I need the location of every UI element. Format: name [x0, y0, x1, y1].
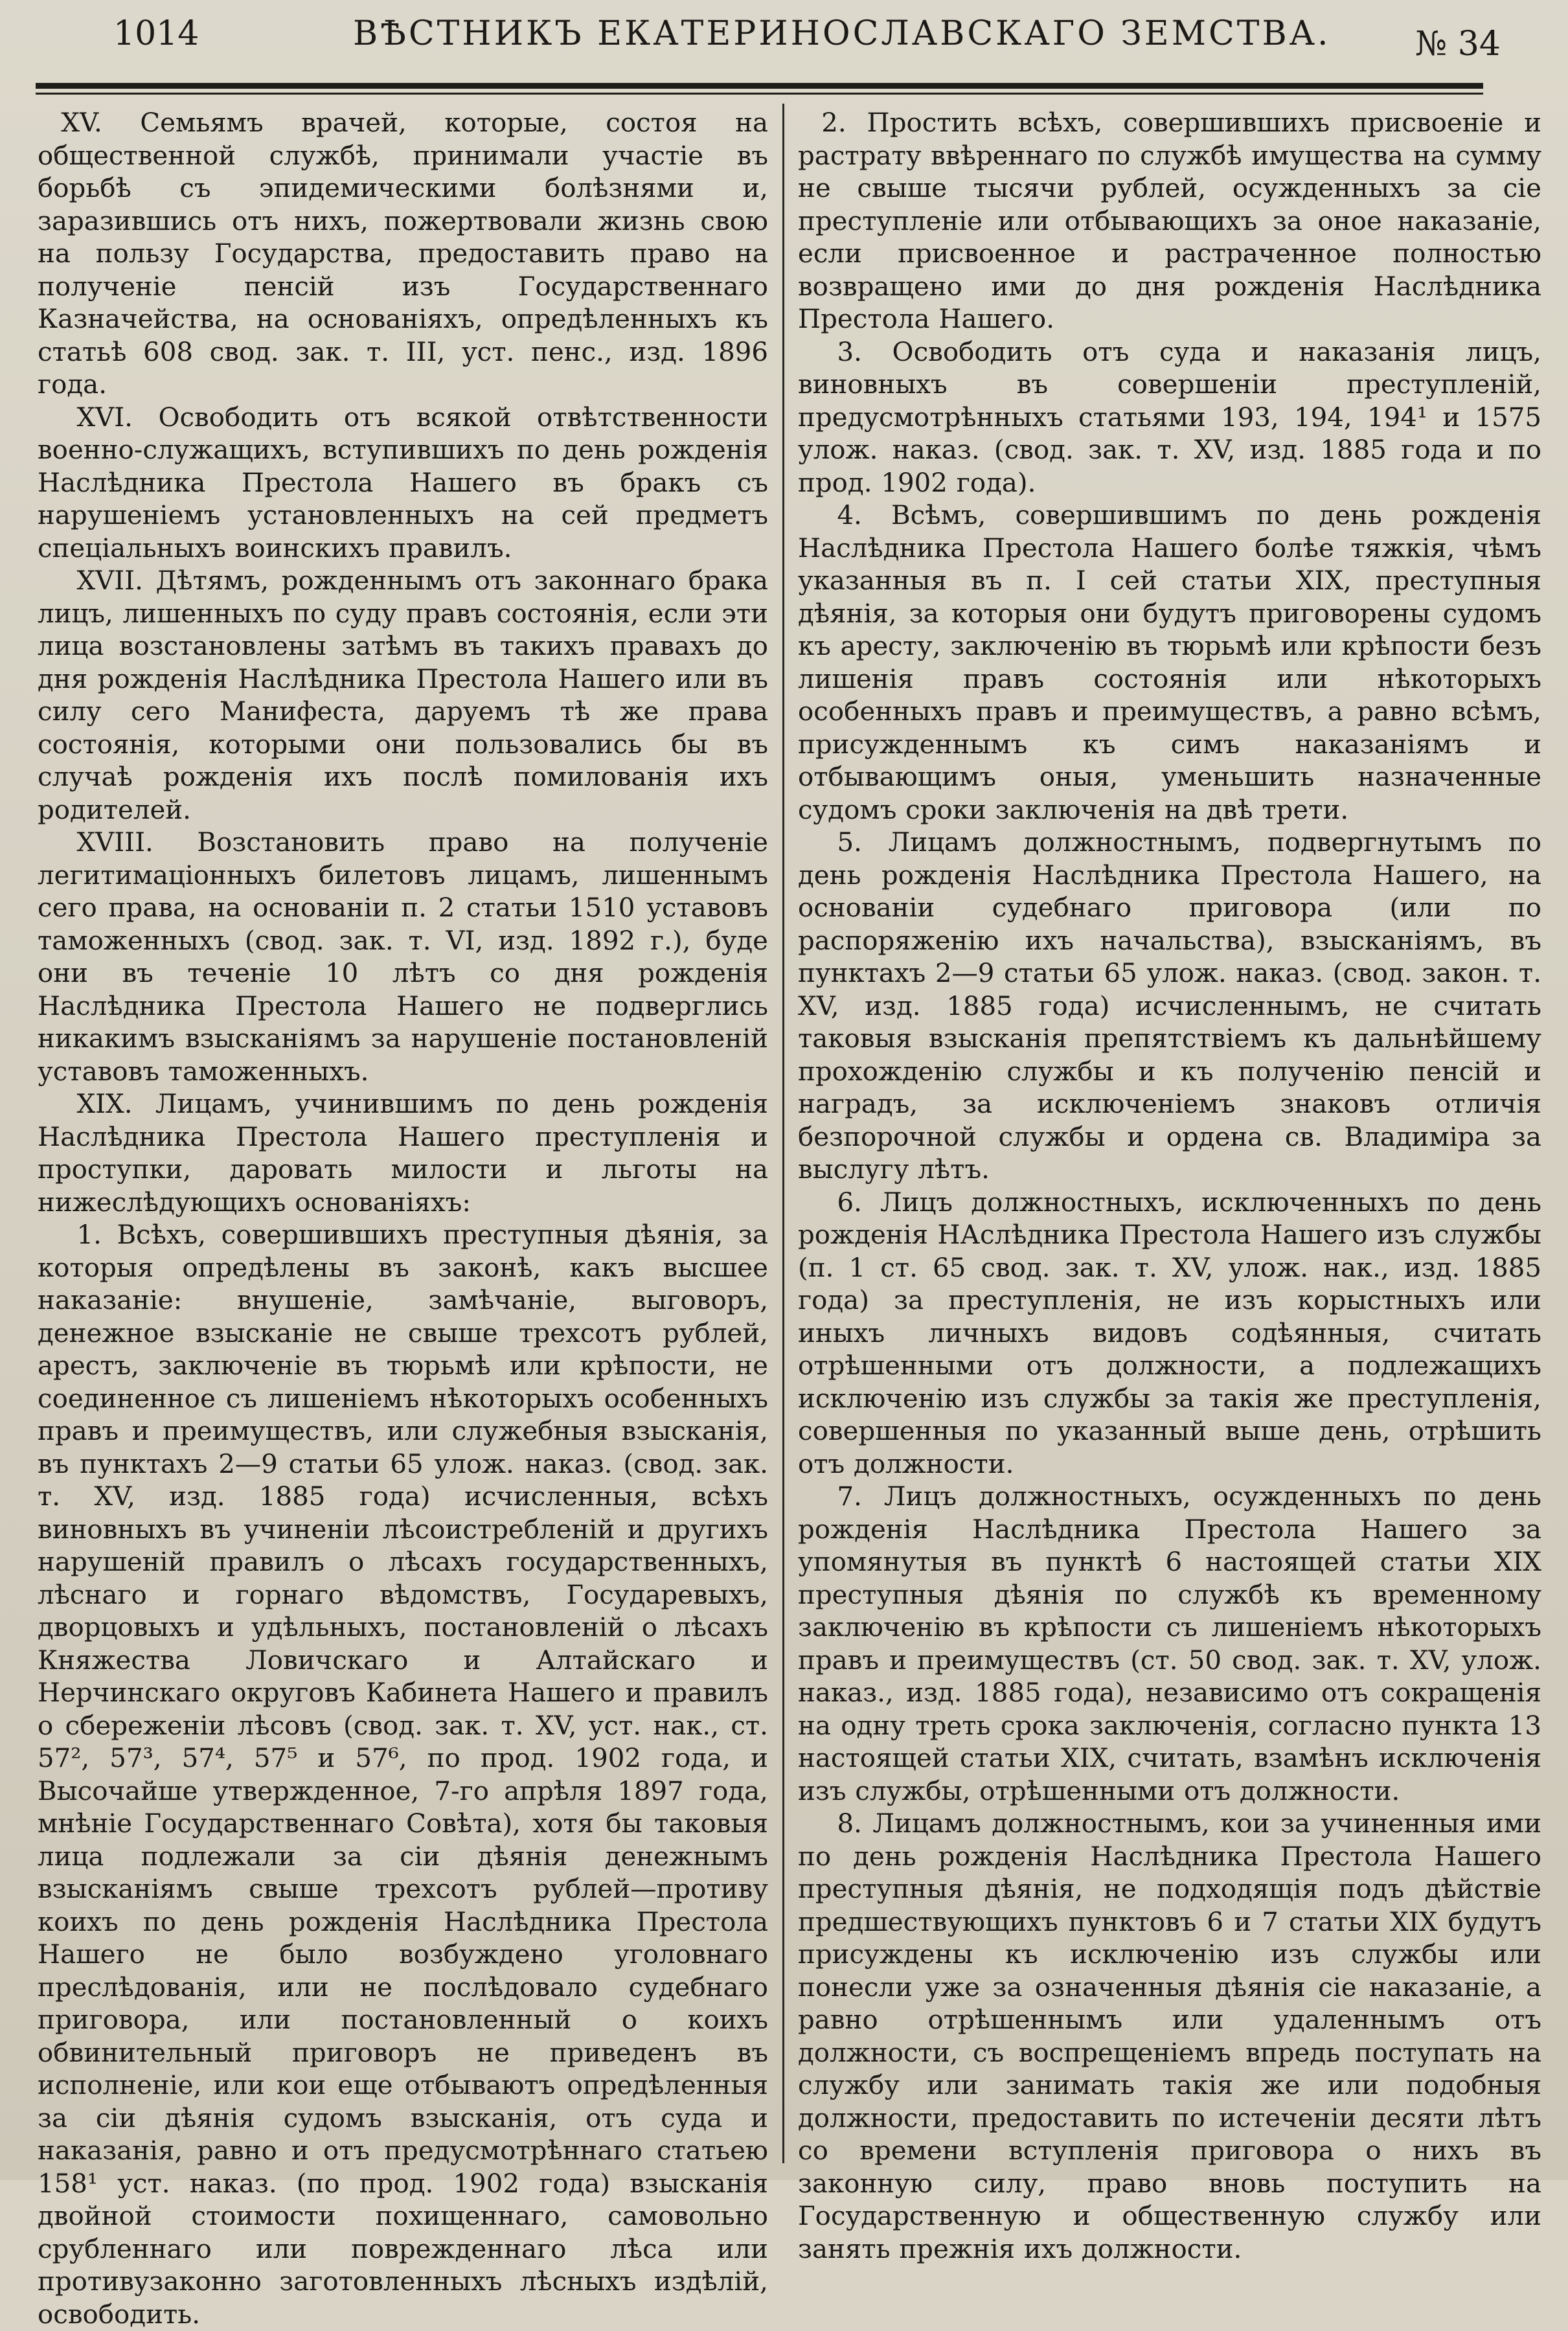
- article-xv: XV. Семьямъ врачей, которые, состоя на общественной службѣ, принимали участіе въ борьбѣ съ эпидемическими болѣзнями и, заразившись отъ нихъ, пожертвовали жизнь свою на пользу Государства, предоставить право на полученіе пенсій изъ Государственнаго Казначейства, на основаніяхъ, опредѣленныхъ къ статьѣ 608 свод. зак. т. III, уст. пенс., изд. 1896 года.: [38, 108, 768, 400]
- article-xix-point-4: 4. Всѣмъ, совершившимъ по день рожденія Наслѣдника Престола Нашего болѣе тяжкія, чѣмъ указанныя въ п. I сей статьи XIX, преступныя дѣянія, за которыя они будутъ приговорены судомъ къ аресту, заключенію въ тюрьмѣ или крѣпости безъ лишенія правъ состоянія или нѣкоторыхъ особенныхъ правъ и преимуществъ, а равно всѣмъ, присужденнымъ къ симъ наказаніямъ и отбывающимъ оныя, уменьшить назначенные судомъ сроки заключенія на двѣ трети.: [798, 500, 1541, 825]
- header-rule-thin: [36, 93, 1483, 95]
- article-xix-point-7: 7. Лицъ должностныхъ, осужденныхъ по день рожденія Наслѣдника Престола Нашего за упомянутыя въ пунктѣ 6 настоящей статьи XIX преступныя дѣянія по службѣ къ временному заключенію въ крѣпости съ лишеніемъ нѣкоторыхъ правъ и преимуществъ (ст. 50 свод. зак. т. XV, улож. наказ., изд. 1885 года), независимо отъ сокращенія на одну треть срока заключенія, согласно пункта 13 настоящей статьи XIX, считать, взамѣнъ исключенія изъ службы, отрѣшенными отъ должности.: [798, 1481, 1541, 1806]
- article-xix: XIX. Лицамъ, учинившимъ по день рожденія Наслѣдника Престола Нашего преступленія и проступки, даровать милости и льготы на нижеслѣдующихъ основаніяхъ:: [38, 1089, 768, 1218]
- right-column: [798, 107, 1541, 2264]
- article-xix-point-3: 3. Освободить отъ суда и наказанія лицъ, виновныхъ въ совершеніи преступленій, предусмотрѣнныхъ статьями 193, 194, 194¹ и 1575 улож. наказ. (свод. зак. т. XV, изд. 1885 года и по прод. 1902 года).: [798, 336, 1541, 498]
- article-xviii: XVIII. Возстановить право на полученіе легитимаціонныхъ билетовъ лицамъ, лишеннымъ сего права, на основаніи п. 2 статьи 1510 уставовъ таможенныхъ (свод. зак. т. VI, изд. 1892 г.), буде они въ теченіе 10 лѣтъ со дня рожденія Наслѣдника Престола Нашего не подверглись никакимъ взысканіямъ за нарушеніе постановленій уставовъ таможенныхъ.: [38, 827, 768, 1087]
- journal-title: ВѢСТНИКЪ ЕКАТЕРИНОСЛАВСКАГО ЗЕМСТВА.: [353, 14, 1331, 53]
- article-xix-point-5: 5. Лицамъ должностнымъ, подвергнутымъ по день рожденія Наслѣдника Престола Нашего, на основаніи судебнаго приговора (или по распоряженію ихъ начальства), взысканіямъ, въ пунктахъ 2—9 статьи 65 улож. наказ. (свод. закон. т. XV, изд. 1885 года) исчисленнымъ, не считать таковыя взысканія препятствіемъ къ дальнѣйшему прохожденію службы и къ полученію пенсій и наградъ, за исключеніемъ знаковъ отличія безпорочной службы и ордена св. Владиміра за выслугу лѣтъ.: [798, 827, 1541, 1185]
- article-xix-point-1: 1. Всѣхъ, совершившихъ преступныя дѣянія, за которыя опредѣлены въ законѣ, какъ высшее наказаніе: внушеніе, замѣчаніе, выговоръ, денежное взысканіе не свыше трехсотъ рублей, арестъ, заключеніе въ тюрьмѣ или крѣпости, не соединенное съ лишеніемъ нѣкоторыхъ особенныхъ правъ и преимуществъ, или служебныя взысканія, въ пунктахъ 2—9 статьи 65 улож. наказ. (свод. зак. т. XV, изд. 1885 года) исчисленныя, всѣхъ виновныхъ въ учиненіи лѣсоистребленій и другихъ нарушеній правилъ о лѣсахъ государственныхъ, лѣснаго и горнаго вѣдомствъ, Государевыхъ, дворцовыхъ и удѣльныхъ, постановленій о лѣсахъ Княжества Ловичскаго и Алтайскаго и Нерчинскаго округовъ Кабинета Нашего и правилъ о сбереженіи лѣсовъ (свод. зак. т. XV, уст. нак., ст. 57², 57³, 57⁴, 57⁵ и 57⁶, по прод. 1902 года, и Высочайше утвержденное, 7-го апрѣля 1897 года, мнѣніе Государственнаго Совѣта), хотя бы таковыя лица подлежали за сіи дѣянія денежнымъ взысканіямъ свыше трехсотъ рублей—противу коихъ по день рожденія Наслѣдника Престола Нашего не было возбуждено уголовнаго преслѣдованія, или не послѣдовало судебнаго приговора, или постановленный о коихъ обвинительный приговоръ не приведенъ въ исполненіе, или кои еще отбываютъ опредѣленныя за сіи дѣянія судомъ взысканія, отъ суда и наказанія, равно и отъ предусмотрѣннаго статьею 158¹ уст. наказ. (по прод. 1902 года) взысканія двойной стоимости похищеннаго, самовольно срубленнаго или поврежденнаго лѣса или противузаконно заготовленныхъ лѣсныхъ издѣлій, освободить.: [38, 1220, 768, 2330]
- article-xix-point-2: 2. Простить всѣхъ, совершившихъ присвоеніе и растрату ввѣреннаго по службѣ имущества на сумму не свыше тысячи рублей, осужденныхъ за сіе преступленіе или отбывающихъ за оное наказаніе, если присвоенное и растраченное полностью возвращено ими до дня рожденія Наслѣдника Престола Нашего.: [798, 108, 1541, 334]
- header-rule-thick: [36, 83, 1483, 89]
- article-xix-point-8: 8. Лицамъ должностнымъ, кои за учиненныя ими по день рожденія Наслѣдника Престола Нашего преступныя дѣянія, не подходящія подъ дѣйствіе предшествующихъ пунктовъ 6 и 7 статьи XIX будутъ присуждены къ исключенію изъ службы или понесли уже за означенныя дѣянія сіе наказаніе, а равно отрѣшеннымъ или удаленнымъ отъ должности, съ воспрещеніемъ впредь поступать на службу или занимать такія же или подобныя должности, предоставить по истеченіи десяти лѣтъ со времени вступленія приговора о нихъ въ законную силу, право вновь поступить на Государственную и общественную службу или занять прежнія ихъ должности.: [798, 1808, 1541, 2264]
- article-xvi: XVI. Освободить отъ всякой отвѣтственности военно-служащихъ, вступившихъ по день рожденія Наслѣдника Престола Нашего въ бракъ съ нарушеніемъ установленныхъ на сей предметъ спеціальныхъ воинскихъ правилъ.: [38, 402, 768, 563]
- page-header: [36, 5, 1501, 70]
- issue-number: № 34: [1415, 25, 1501, 63]
- left-column: [38, 107, 768, 2330]
- page-number: 1014: [113, 14, 199, 53]
- column-divider: [782, 104, 784, 2163]
- article-xvii: XVII. Дѣтямъ, рожденнымъ отъ законнаго брака лицъ, лишенныхъ по суду правъ состоянія, если эти лица возстановлены затѣмъ въ такихъ правахъ до дня рожденія Наслѣдника Престола Нашего или въ силу сего Манифеста, даруемъ тѣ же права состоянія, которыми они пользовались бы въ случаѣ рожденія ихъ послѣ помилованія ихъ родителей.: [38, 565, 768, 825]
- article-xix-point-6: 6. Лицъ должностныхъ, исключенныхъ по день рожденія НАслѣдника Престола Нашего изъ службы (п. 1 ст. 65 свод. зак. т. XV, улож. нак., изд. 1885 года) за преступленія, не изъ корыстныхъ или иныхъ личныхъ видовъ содѣянныя, считать отрѣшенными отъ должности, а подлежащихъ исключенію изъ службы за такія же преступленія, совершенныя по указанный выше день, отрѣшить отъ должности.: [798, 1187, 1541, 1479]
